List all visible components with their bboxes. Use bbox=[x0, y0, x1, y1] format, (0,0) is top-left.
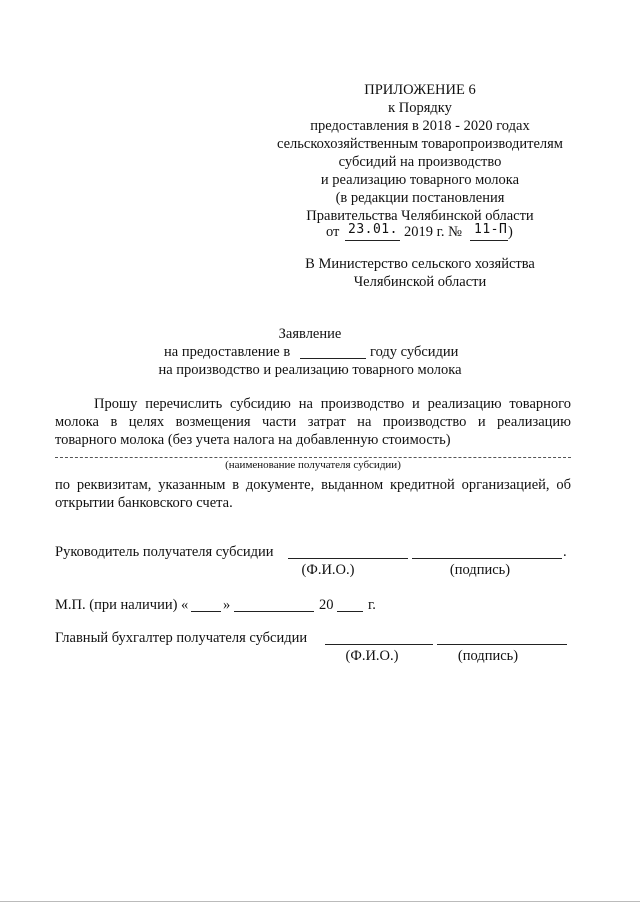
head-label: Руководитель получателя субсидии bbox=[55, 544, 274, 560]
date-value: 23.01. bbox=[348, 222, 398, 237]
number-underline bbox=[470, 240, 508, 241]
bank-line-2: открытии банковского счета. bbox=[55, 495, 233, 511]
appendix-line-4: субсидий на производство bbox=[338, 154, 502, 170]
head-dot: . bbox=[563, 544, 567, 560]
addressee-line-2: Челябинской области bbox=[353, 274, 487, 290]
appendix-line-6: (в редакции постановления bbox=[335, 190, 505, 206]
stamp-quote-close: » bbox=[223, 597, 231, 613]
appendix-line-2: предоставления в 2018 - 2020 годах bbox=[310, 118, 530, 134]
paragraph-line-3: товарного молока (без учета налога на добавленную стоимость) bbox=[55, 432, 451, 448]
date-year: 2019 г. № bbox=[404, 224, 463, 240]
page-bottom-edge bbox=[0, 901, 640, 902]
appendix-title: ПРИЛОЖЕНИЕ 6 bbox=[364, 82, 476, 98]
head-fio-caption: (Ф.И.О.) bbox=[301, 562, 355, 578]
head-sign-caption: (подпись) bbox=[449, 562, 511, 578]
appendix-line-5: и реализацию товарного молока bbox=[320, 172, 520, 188]
paragraph-line-1: Прошу перечислить субсидию на производство и реализацию товарного bbox=[94, 396, 571, 412]
year-blank-short bbox=[337, 611, 363, 612]
day-blank bbox=[191, 611, 221, 612]
year-blank bbox=[300, 358, 366, 359]
head-sign-line bbox=[412, 558, 562, 559]
number-value: 11-П bbox=[474, 222, 508, 237]
appendix-line-1: к Порядку bbox=[388, 100, 452, 116]
stamp-year: 20 bbox=[319, 597, 334, 613]
appendix-line-7: Правительства Челябинской области bbox=[306, 208, 534, 224]
stamp-label: М.П. (при наличии) « bbox=[55, 597, 189, 613]
head-fio-line bbox=[288, 558, 408, 559]
heading-line-3: на производство и реализацию товарного молока bbox=[158, 362, 462, 378]
date-underline bbox=[345, 240, 400, 241]
accountant-sign-line bbox=[437, 644, 567, 645]
appendix-line-3: сельскохозяйственным товаропроизводителям bbox=[277, 136, 563, 152]
heading-line-2-post: году субсидии bbox=[370, 344, 459, 360]
stamp-year-suffix: г. bbox=[368, 597, 376, 613]
accountant-fio-caption: (Ф.И.О.) bbox=[345, 648, 399, 664]
recipient-caption: (наименование получателя субсидии) bbox=[225, 459, 401, 471]
addressee-line-1: В Министерство сельского хозяйства bbox=[305, 256, 535, 272]
month-blank bbox=[234, 611, 314, 612]
bank-line-1: по реквизитам, указанным в документе, выданном кредитной организацией, об bbox=[55, 477, 571, 493]
accountant-sign-caption: (подпись) bbox=[457, 648, 519, 664]
number-paren: ) bbox=[508, 224, 513, 240]
heading-title: Заявление bbox=[278, 326, 342, 342]
heading-line-2-pre: на предоставление в bbox=[164, 344, 291, 360]
recipient-name-line bbox=[55, 457, 571, 458]
date-prefix: от bbox=[326, 224, 340, 240]
accountant-fio-line bbox=[325, 644, 433, 645]
paragraph-line-2: молока в целях возмещения части затрат на производство и реализацию bbox=[55, 414, 571, 430]
accountant-label: Главный бухгалтер получателя субсидии bbox=[55, 630, 308, 646]
